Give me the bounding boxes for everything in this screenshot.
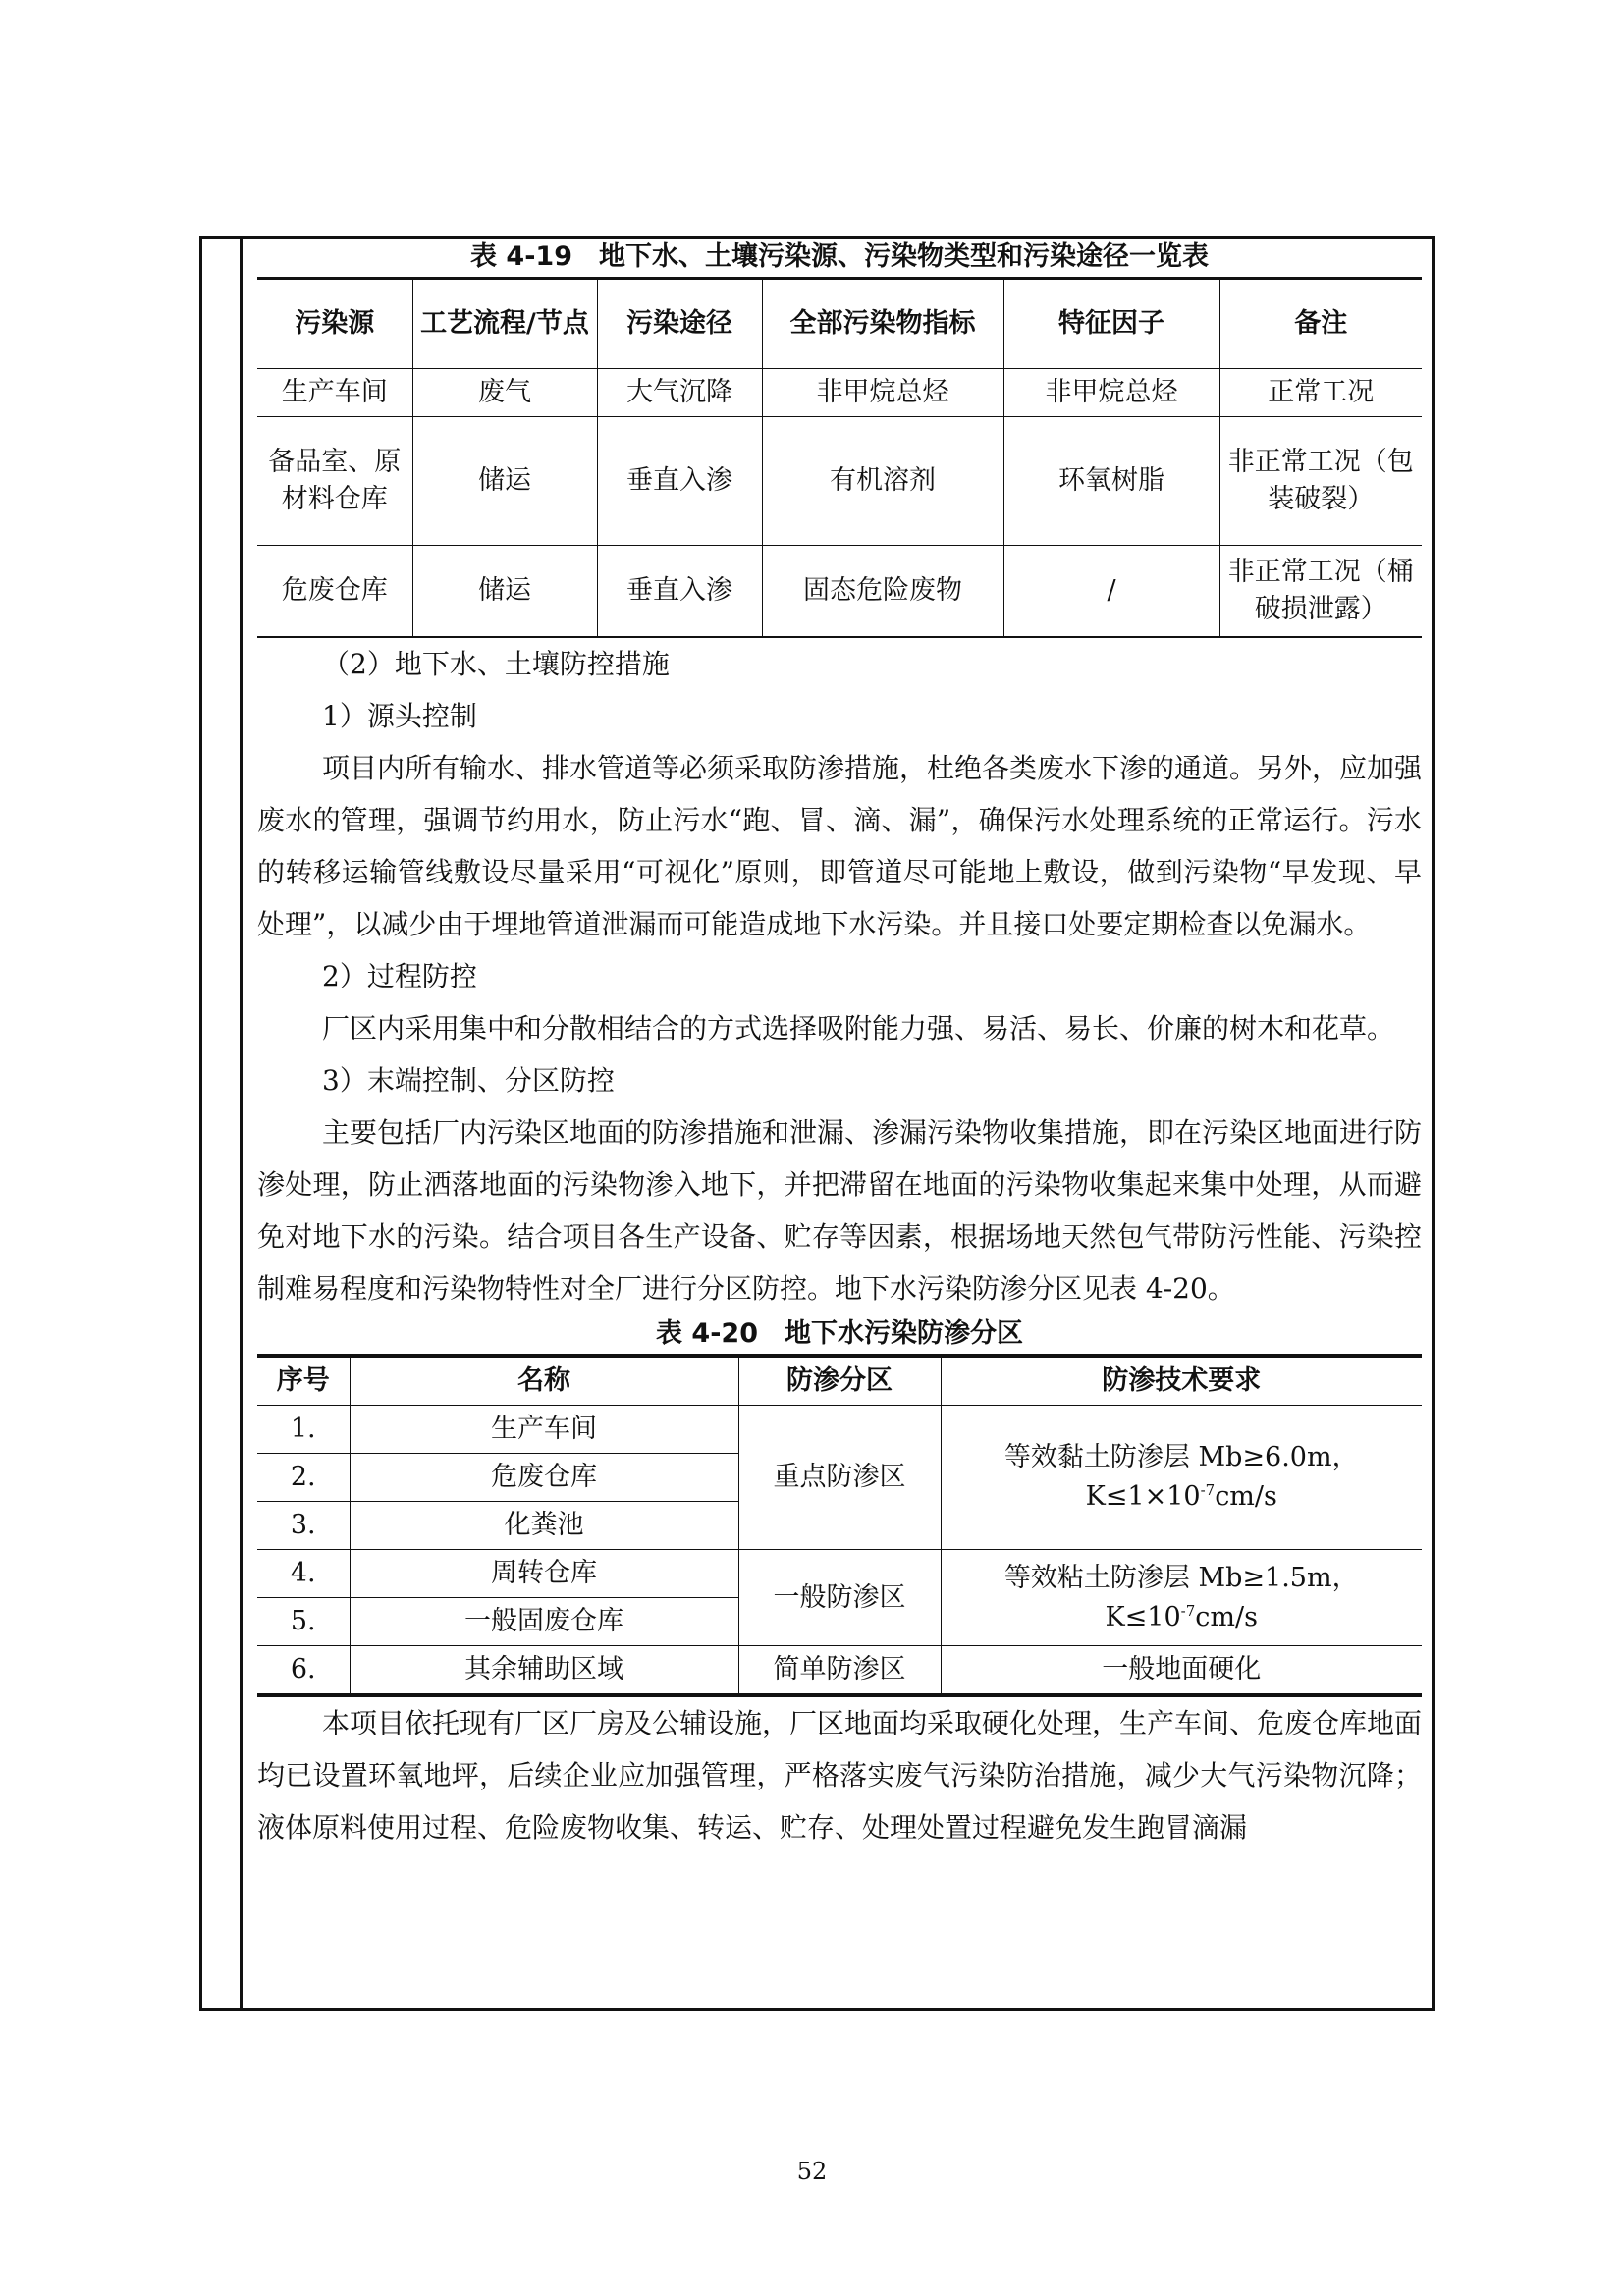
requirement-simple: 一般地面硬化 [941,1646,1422,1696]
table-cell: 有机溶剂 [762,417,1003,546]
requirement-line [947,1598,1417,1637]
table2-caption: 表 4-20 地下水污染防渗分区 [656,1318,1023,1349]
header-cell: 污染源 [257,279,412,369]
table-cell: 垂直入渗 [597,546,762,638]
table-row [257,417,1422,546]
table-cell: 危废仓库 [257,546,412,638]
page-number: 52 [796,2158,828,2185]
table-cell: / [1003,546,1219,638]
table1-caption: 表 4-19 地下水、土壤污染源、污染物类型和污染途径一览表 [470,241,1209,272]
header-cell: 备注 [1219,279,1422,369]
table-header-row [257,1356,1422,1406]
table-cell: 非正常工况（桶破损泄露） [1219,546,1422,638]
header-cell: 防渗分区 [738,1356,941,1406]
table-row [257,369,1422,417]
table-cell: 正常工况 [1219,369,1422,417]
zone-key: 重点防渗区 [738,1406,941,1550]
row-number: 3. [257,1502,350,1550]
seepage-zone-table [257,1354,1422,1697]
area-name: 其余辅助区域 [350,1646,738,1696]
requirement-line [947,1477,1417,1517]
requirement-text: K≤10 [1105,1601,1181,1632]
table-cell: 储运 [412,546,597,638]
zone-simple: 简单防渗区 [738,1646,941,1696]
section-heading: （2）地下水、土壤防控措施 [322,648,670,680]
frame-inner-line [240,236,243,2011]
header-cell: 工艺流程/节点 [412,279,597,369]
table-cell: 非正常工况（包装破裂） [1219,417,1422,546]
requirement-key [941,1406,1422,1550]
header-cell: 特征因子 [1003,279,1219,369]
subsection-heading: 3）末端控制、分区防控 [322,1064,615,1096]
table-cell: 非甲烷总烃 [762,369,1003,417]
row-number: 5. [257,1598,350,1646]
table-row [257,1550,1422,1598]
body-paragraph: 项目内所有输水、排水管道等必须采取防渗措施，杜绝各类废水下渗的通道。另外，应加强废水的管理，强调节约用水，防止污水“跑、冒、滴、漏”，确保污水处理系统的正常运行。污水的转移运输管线敷设尽量采用“可视化”原则，即管道尽可能地上敷设，做到污染物“早发现、早处理”，以减少由于埋地管道泄漏而可能造成地下水污染。并且接口处要定期检查以免漏水。 [257,752,1423,940]
exponent: -7 [1200,1481,1216,1499]
row-number: 1. [257,1406,350,1454]
requirement-general [941,1550,1422,1646]
exponent: -7 [1180,1601,1196,1620]
table-row [257,1646,1422,1696]
requirement-line: 等效黏土防渗层 Mb≥6.0m， [1003,1442,1359,1472]
requirement-unit: cm/s [1215,1481,1277,1512]
body-paragraph: 厂区内采用集中和分散相结合的方式选择吸附能力强、易活、易长、价廉的树木和花草。 [322,1012,1395,1044]
row-number: 6. [257,1646,350,1696]
header-cell: 全部污染物指标 [762,279,1003,369]
row-number: 4. [257,1550,350,1598]
area-name: 周转仓库 [350,1550,738,1598]
table-cell: 大气沉降 [597,369,762,417]
requirement-unit: cm/s [1195,1601,1258,1632]
table-cell: 固态危险废物 [762,546,1003,638]
table-cell: 储运 [412,417,597,546]
subsection-heading: 2）过程防控 [322,960,477,992]
table-row [257,1406,1422,1454]
pollution-source-table [257,277,1422,638]
table-header-row [257,279,1422,369]
table-cell: 垂直入渗 [597,417,762,546]
requirement-text: K≤1×10 [1085,1481,1201,1512]
table-row [257,546,1422,638]
area-name: 一般固废仓库 [350,1598,738,1646]
table-cell: 非甲烷总烃 [1003,369,1219,417]
table-cell: 备品室、原材料仓库 [257,417,412,546]
requirement-line: 等效粘土防渗层 Mb≥1.5m， [1003,1562,1359,1593]
header-cell: 防渗技术要求 [941,1356,1422,1406]
header-cell: 污染途径 [597,279,762,369]
subsection-heading: 1）源头控制 [322,700,477,732]
area-name: 化粪池 [350,1502,738,1550]
page-content [257,238,1422,1853]
body-paragraph: 主要包括厂内污染区地面的防渗措施和泄漏、渗漏污染物收集措施，即在污染区地面进行防渗处理，防止洒落地面的污染物渗入地下，并把滞留在地面的污染物收集起来集中处理，从而避免对地下水的污染。结合项目各生产设备、贮存等因素，根据场地天然包气带防污性能、污染控制难易程度和污染物特性对全厂进行分区防控。地下水污染防渗分区见表 4-20。 [257,1116,1423,1305]
row-number: 2. [257,1454,350,1502]
header-cell: 序号 [257,1356,350,1406]
header-cell: 名称 [350,1356,738,1406]
zone-general: 一般防渗区 [738,1550,941,1646]
table-cell: 环氧树脂 [1003,417,1219,546]
body-paragraph: 本项目依托现有厂区厂房及公辅设施，厂区地面均采取硬化处理，生产车间、危废仓库地面均已设置环氧地坪，后续企业应加强管理，严格落实废气污染防治措施，减少大气污染物沉降；液体原料使用过程、危险废物收集、转运、贮存、处理处置过程避免发生跑冒滴漏 [257,1707,1423,1843]
table-cell: 废气 [412,369,597,417]
area-name: 生产车间 [350,1406,738,1454]
table-cell: 生产车间 [257,369,412,417]
area-name: 危废仓库 [350,1454,738,1502]
